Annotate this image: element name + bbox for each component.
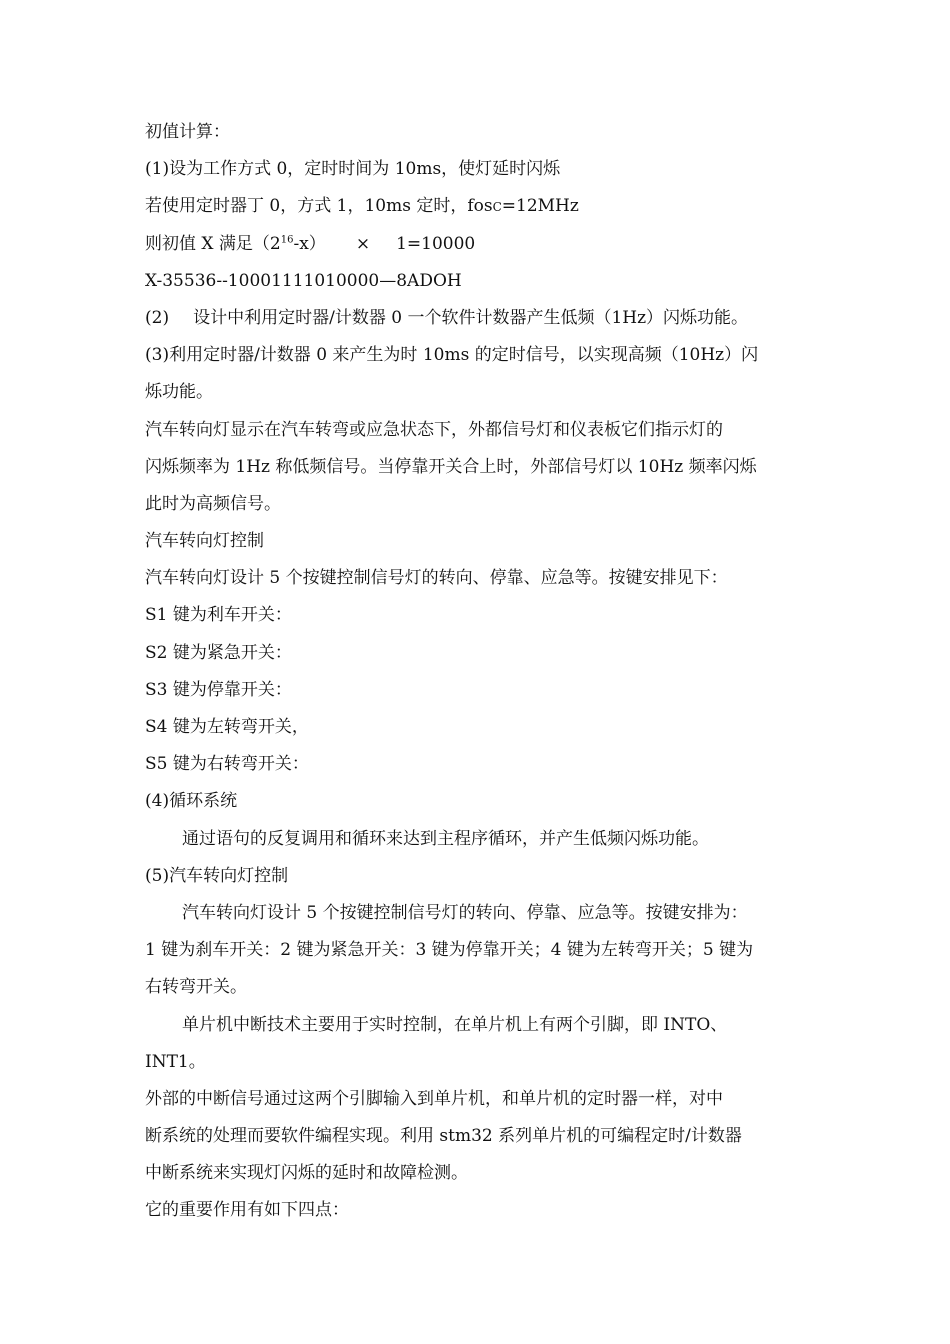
text-line	[145, 188, 815, 225]
text-line: 闪烁频率为 1Hz 称低频信号。当停靠开关合上时，外部信号灯以 10Hz 频率闪烁	[145, 456, 757, 477]
subscript: C	[492, 200, 502, 215]
text-line: S5 键为右转弯开关：	[145, 754, 309, 775]
text-line: 汽车转向灯设计 5 个按键控制信号灯的转向、停靠、应急等。按键安排见下：	[145, 568, 728, 589]
text-line: X-35536--10001111010000—8ADOH	[145, 270, 462, 291]
text-segment: 设计中利用定时器/计数器 0 一个软件计数器产生低频（1Hz）闪烁功能。	[193, 307, 749, 328]
text-line: 中断系统来实现灯闪烁的延时和故障检测。	[145, 1163, 468, 1184]
text-line: 1 键为刹车开关：2 键为紧急开关：3 键为停靠开关；4 键为左转弯开关；5 键为	[145, 940, 754, 961]
text-line	[145, 226, 815, 263]
text-line: 它的重要作用有如下四点：	[145, 1200, 349, 1221]
text-line: S3 键为停靠开关：	[145, 679, 292, 700]
text-line: 烁功能。	[145, 382, 213, 403]
text-line: 通过语句的反复调用和循环来达到主程序循环，并产生低频闪烁功能。	[182, 828, 709, 849]
text-line: 汽车转向灯设计 5 个按键控制信号灯的转向、停靠、应急等。按键安排为：	[182, 902, 748, 923]
text-segment: 1=10000	[396, 233, 476, 254]
text-line: 右转弯开关。	[145, 977, 247, 998]
text-line: (4)循环系统	[145, 791, 238, 812]
text-line: 初值计算：	[145, 122, 230, 142]
text-line: S2 键为紧急开关：	[145, 642, 292, 663]
text-line: INT1。	[145, 1051, 206, 1072]
list-number: (2)	[145, 307, 170, 328]
text-line: 此时为高频信号。	[145, 493, 281, 514]
document-body	[145, 114, 815, 1230]
text-line: 汽车转向灯显示在汽车转弯或应急状态下，外都信号灯和仪表板它们指示灯的	[145, 419, 723, 440]
text-segment: -x）	[293, 233, 326, 254]
times-symbol: ×	[355, 233, 371, 254]
text-line: S1 键为利车开关：	[145, 605, 292, 626]
text-line: 单片机中断技术主要用于实时控制，在单片机上有两个引脚，即 INTO、	[182, 1014, 728, 1035]
text-line: (5)汽车转向灯控制	[145, 865, 289, 886]
text-segment: 若使用定时器丁 0，方式 1，10ms 定时，fos	[145, 196, 493, 217]
text-line: 汽车转向灯控制	[145, 531, 264, 552]
text-segment: =12MHz	[501, 196, 579, 217]
text-line	[145, 300, 815, 337]
text-line: (1)设为工作方式 0，定时时间为 10ms，使灯延时闪烁	[145, 159, 561, 180]
text-line: 外部的中断信号通过这两个引脚输入到单片机，和单片机的定时器一样，对中	[145, 1088, 723, 1109]
text-line: (3)利用定时器/计数器 0 来产生为时 10ms 的定时信号，以实现高频（10Hz）闪	[145, 345, 759, 366]
text-line: S4 键为左转弯开关，	[145, 717, 309, 737]
superscript: 16	[280, 233, 294, 245]
text-segment: 则初值 X 满足（2	[145, 233, 281, 254]
text-line: 断系统的处理而要软件编程实现。利用 stm32 系列单片机的可编程定时/计数器	[145, 1126, 742, 1147]
